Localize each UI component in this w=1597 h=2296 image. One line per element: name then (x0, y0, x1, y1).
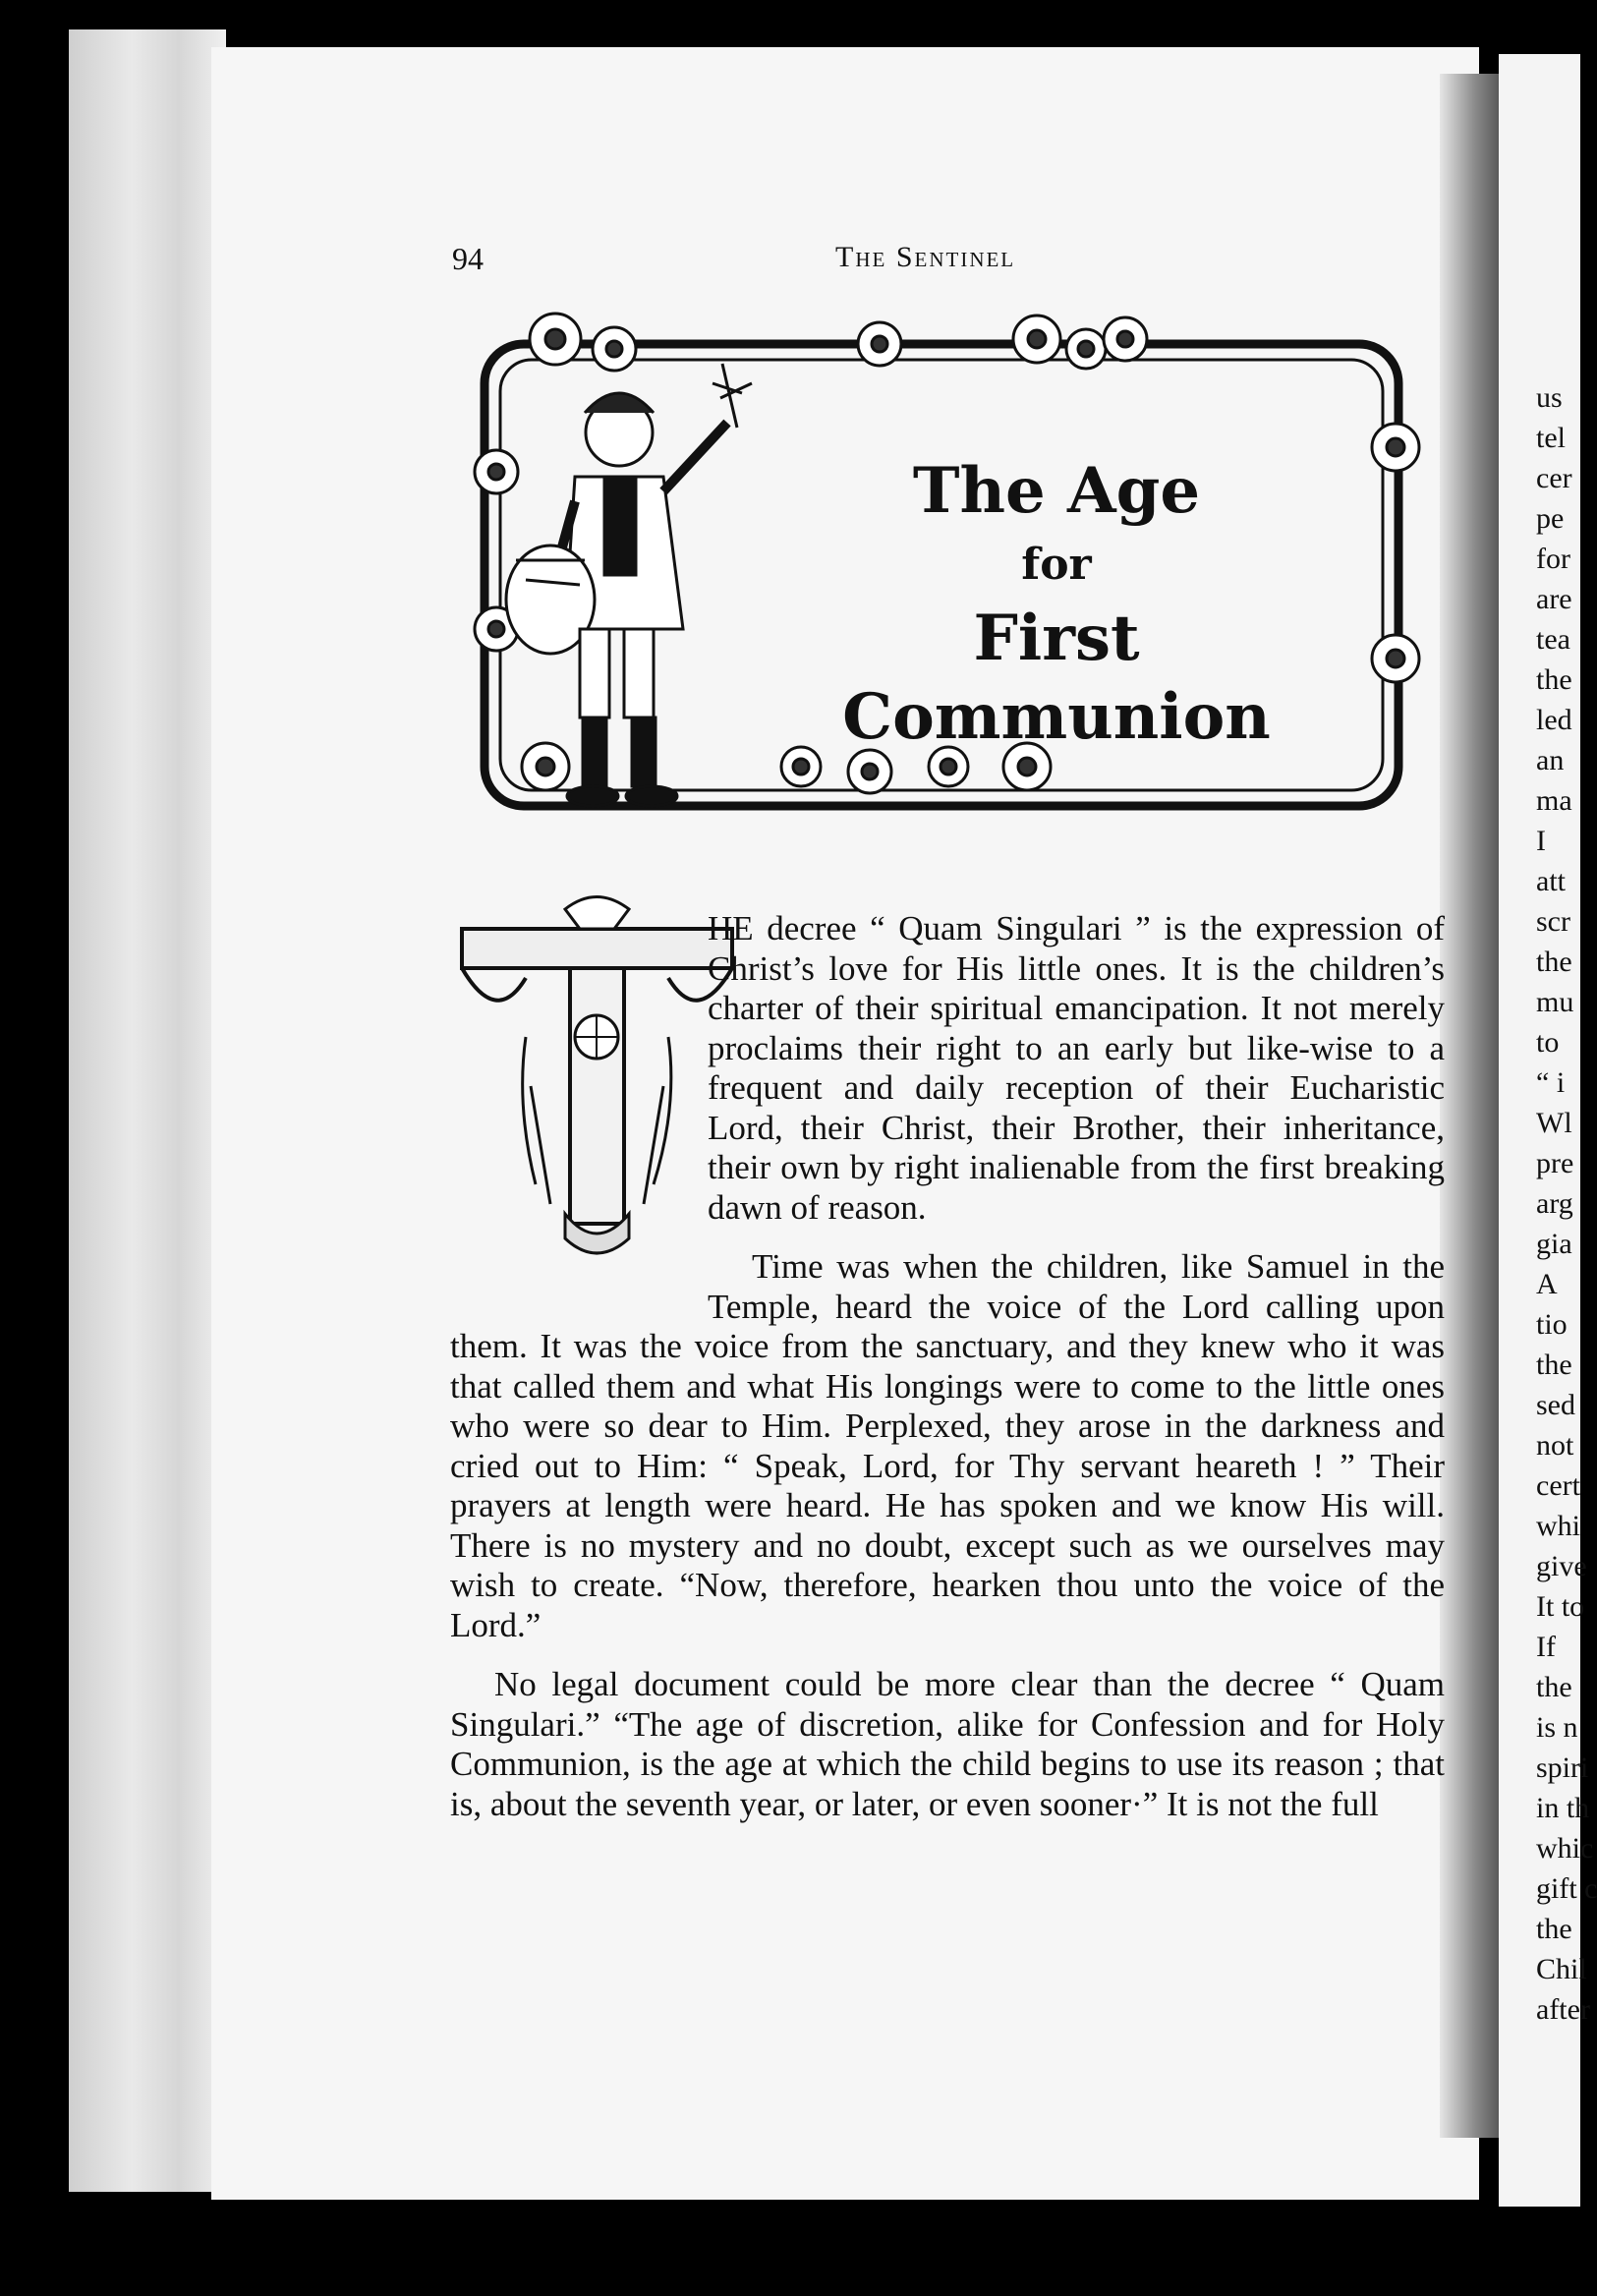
facing-page-fragment: scr (1536, 905, 1570, 938)
facing-page-fragment: cer (1536, 462, 1572, 494)
page-number: 94 (452, 241, 484, 276)
facing-page-fragment: the (1536, 1913, 1572, 1945)
facing-page-fragment: the (1536, 1349, 1572, 1381)
facing-page-fragment: arg (1536, 1187, 1573, 1220)
journal-title: The Sentinel (835, 241, 1016, 273)
facing-page-fragment: If (1536, 1631, 1556, 1663)
facing-page-fragment: ma (1536, 784, 1572, 817)
article-paragraph-2: Time was when the children, like Samuel in the Temple, heard the voice of the Lord calling upon them. It was the voice from the sanctuary, and they knew who it was that called them and what His longings were to come to the little ones who were so dear to Him. Perplexed, they arose in the darkness and cried out to Him: “ Speak, Lord, for Thy servant heareth ! ” Their prayers at length were heard. He has spoken and we know His will. There is no mystery and no doubt, except such as we ourselves may wish to create. “Now, therefore, hearken thou unto the voice of the Lord.” (450, 1247, 1445, 1644)
facing-page-fragment: after (1536, 1993, 1590, 2026)
facing-page-fragment: It to (1536, 1590, 1585, 1623)
article-paragraph-3: No legal document could be more clear than the decree “ Quam Singulari.” “The age of discretion, alike for Confession and for Holy Communion, is the age at which the child begins to use its reason ; that is, about the seventh year, or later, or even sooner·” It is not the full (450, 1665, 1445, 1823)
facing-page-fragment: the (1536, 663, 1572, 696)
facing-page-fragment: tio (1536, 1308, 1568, 1341)
facing-page-fragment: whic (1536, 1832, 1594, 1865)
facing-page-fragment: “ i (1536, 1066, 1566, 1099)
article-paragraph-1: HE decree “ Quam Singulari ” is the expression of Christ’s love for His little ones. It is the children’s charter of their spiritual emancipation. It not merely proclaims their right to an early but like-wise to a frequent and daily reception of their Eucharistic Lord, their Christ, their Brother, their inheritance, their own by right inalienable from the first breaking dawn of reason. (708, 909, 1445, 1227)
facing-page-fragment: whi (1536, 1510, 1580, 1542)
facing-page-fragment: A (1536, 1268, 1558, 1300)
running-head (452, 241, 1454, 280)
article-body (450, 909, 1445, 1844)
facing-page-fragment: an (1536, 744, 1565, 776)
facing-page-fragment: att (1536, 865, 1566, 897)
facing-page-fragment: are (1536, 583, 1572, 615)
book-edge (69, 29, 226, 2192)
facing-page-fragment: pe (1536, 502, 1565, 535)
facing-page-fragment: led (1536, 704, 1572, 736)
facing-page-fragment: pre (1536, 1147, 1574, 1179)
facing-page-fragment: the (1536, 1671, 1572, 1703)
facing-page-fragment: sed (1536, 1389, 1575, 1421)
facing-page (1499, 54, 1597, 2207)
facing-page-fragment: not (1536, 1429, 1574, 1462)
facing-page-fragment: mu (1536, 986, 1574, 1018)
facing-page-fragment: give (1536, 1550, 1587, 1582)
facing-page-fragment: spiri (1536, 1751, 1589, 1784)
title-line-1: The Age (912, 454, 1201, 528)
facing-page-fragment: cert (1536, 1469, 1580, 1502)
facing-page-fragment: to (1536, 1026, 1560, 1059)
facing-page-fragment: gift c (1536, 1872, 1597, 1905)
facing-page-fragment: for (1536, 543, 1570, 575)
page-gutter-shadow (1440, 74, 1499, 2138)
facing-page-fragment: tea (1536, 623, 1570, 656)
facing-page-fragment: us (1536, 381, 1563, 414)
facing-page-fragment: Chil (1536, 1953, 1587, 1985)
facing-page-fragment: is n (1536, 1711, 1578, 1744)
facing-page-fragment: the (1536, 946, 1572, 978)
header-illustration (457, 305, 1440, 855)
facing-page-fragment: I (1536, 825, 1546, 857)
illustrated-title (781, 452, 1332, 757)
facing-page-fragment: gia (1536, 1228, 1572, 1260)
title-line-2: for (1021, 540, 1092, 590)
facing-page-fragment: tel (1536, 422, 1566, 454)
facing-page-fragment: Wl (1536, 1107, 1572, 1139)
title-line-3: First Communion (842, 602, 1271, 754)
facing-page-fragment: in th (1536, 1792, 1590, 1824)
